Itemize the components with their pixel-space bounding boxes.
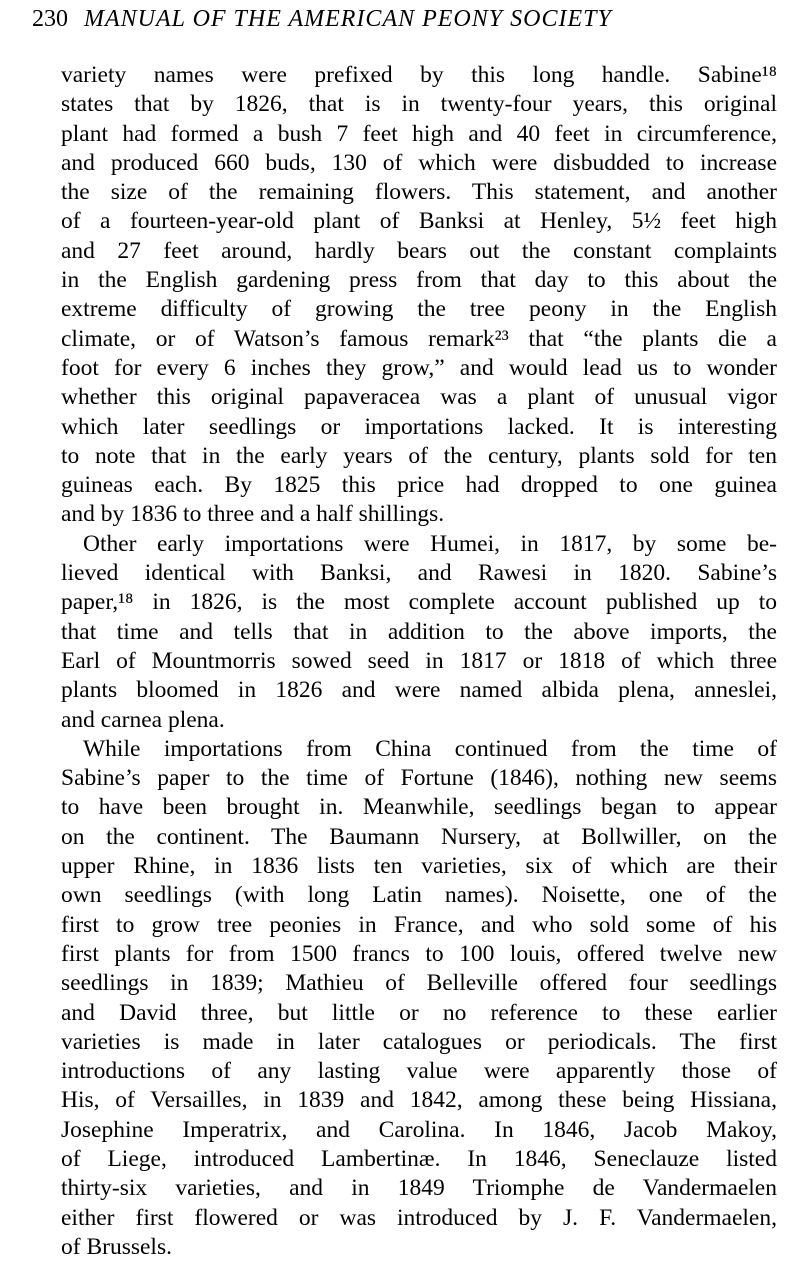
text-line: own seedlings (with long Latin names). Noisette, one of the bbox=[61, 882, 777, 909]
text-line: paper,¹⁸ in 1826, is the most complete account published up to bbox=[61, 589, 777, 616]
text-line: introductions of any lasting value were apparently those of bbox=[61, 1058, 777, 1085]
text-line: Other early importations were Humei, in 1817, by some be- bbox=[83, 530, 777, 557]
text-line: states that by 1826, that is in twenty-four years, this original bbox=[61, 91, 777, 118]
text-line: foot for every 6 inches they grow,” and would lead us to wonder bbox=[61, 354, 777, 381]
text-line: first to grow tree peonies in France, and who sold some of his bbox=[61, 911, 777, 938]
text-line: guineas each. By 1825 this price had dropped to one guinea bbox=[61, 472, 777, 499]
text-line: variety names were prefixed by this long handle. Sabine¹⁸ bbox=[61, 62, 777, 88]
text-line: His, of Versailles, in 1839 and 1842, among these being Hissiana, bbox=[61, 1087, 777, 1114]
text-line: plant had formed a bush 7 feet high and 40 feet in circumference, bbox=[61, 120, 777, 147]
text-line: to have been brought in. Meanwhile, seedlings began to appear bbox=[61, 794, 777, 821]
running-head bbox=[32, 4, 792, 34]
text-line: climate, or of Watson’s famous remark²³ that “the plants die a bbox=[61, 325, 777, 352]
text-line: of Brussels. bbox=[61, 1233, 172, 1260]
text-line: Sabine’s paper to the time of Fortune (1846), nothing new seems bbox=[61, 765, 777, 792]
text-line: on the continent. The Baumann Nursery, at Bollwiller, on the bbox=[61, 823, 777, 850]
text-line: Josephine Imperatrix, and Carolina. In 1846, Jacob Makoy, bbox=[61, 1116, 777, 1143]
text-line: varieties is made in later catalogues or periodicals. The first bbox=[61, 1028, 777, 1055]
text-line: upper Rhine, in 1836 lists ten varieties, six of which are their bbox=[61, 853, 777, 880]
text-line: and David three, but little or no reference to these earlier bbox=[61, 999, 777, 1026]
running-head-title: MANUAL OF THE AMERICAN PEONY SOCIETY bbox=[84, 6, 612, 32]
text-line: that time and tells that in addition to the above imports, the bbox=[61, 618, 777, 645]
text-line: which later seedlings or importations lacked. It is interesting bbox=[61, 413, 777, 440]
text-line: Earl of Mountmorris sowed seed in 1817 or 1818 of which three bbox=[61, 647, 777, 674]
text-line: to note that in the early years of the century, plants sold for ten bbox=[61, 442, 777, 469]
body-text bbox=[61, 61, 777, 1262]
text-line: plants bloomed in 1826 and were named albida plena, anneslei, bbox=[61, 677, 777, 704]
text-line: and produced 660 buds, 130 of which were disbudded to increase bbox=[61, 149, 777, 176]
text-line: first plants for from 1500 francs to 100 louis, offered twelve new bbox=[61, 940, 777, 967]
text-line: While importations from China continued from the time of bbox=[83, 735, 777, 762]
text-line: and carnea plena. bbox=[61, 706, 225, 733]
page-number: 230 bbox=[32, 6, 68, 32]
text-line: thirty-six varieties, and in 1849 Triomphe de Vandermaelen bbox=[61, 1175, 777, 1202]
text-line: seedlings in 1839; Mathieu of Belleville offered four seedlings bbox=[61, 970, 777, 997]
text-line: the size of the remaining flowers. This statement, and another bbox=[61, 179, 777, 206]
text-line: of Liege, introduced Lambertinæ. In 1846, Seneclauze listed bbox=[61, 1145, 777, 1172]
text-line: and 27 feet around, hardly bears out the constant complaints bbox=[61, 237, 777, 264]
text-line: lieved identical with Banksi, and Rawesi in 1820. Sabine’s bbox=[61, 560, 777, 587]
text-line: of a fourteen-year-old plant of Banksi at Henley, 5½ feet high bbox=[61, 208, 777, 235]
text-line: and by 1836 to three and a half shillings. bbox=[61, 501, 445, 528]
text-line: in the English gardening press from that day to this about the bbox=[61, 267, 777, 294]
text-line: either first flowered or was introduced by J. F. Vandermaelen, bbox=[61, 1204, 777, 1231]
text-line: extreme difficulty of growing the tree peony in the English bbox=[61, 296, 777, 323]
text-line: whether this original papaveracea was a plant of unusual vigor bbox=[61, 384, 777, 411]
